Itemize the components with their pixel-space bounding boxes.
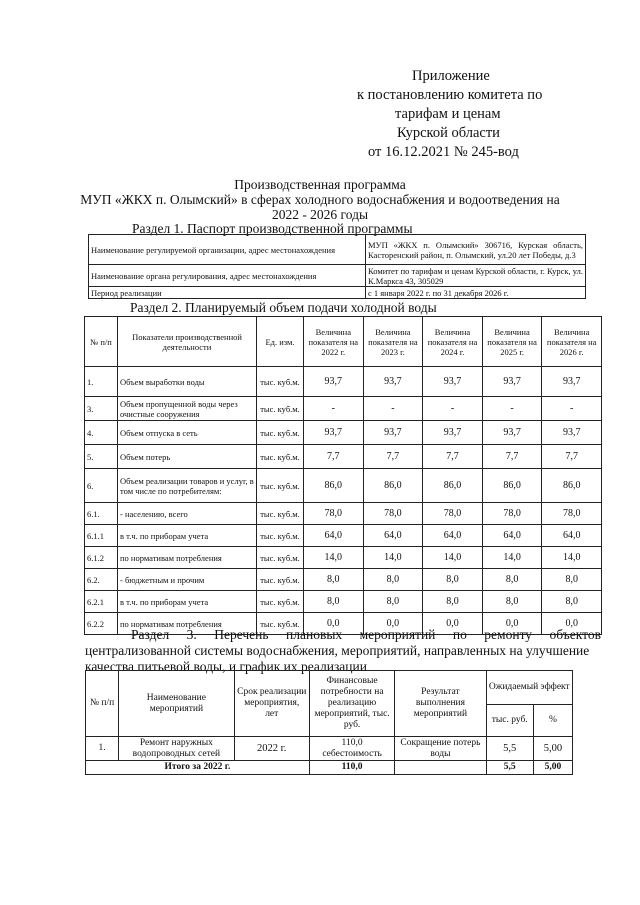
section-1-heading: Раздел 1. Паспорт производственной программы [132, 221, 413, 236]
value-2025: 78,0 [482, 503, 542, 525]
header-2026: Величина показателя на 2026 г. [542, 317, 602, 367]
row-unit: тыс. куб.м. [257, 445, 304, 469]
row-term: 2022 г. [234, 737, 309, 761]
passport-row [89, 287, 586, 299]
row-indicator: по нормативам потребления [118, 547, 257, 569]
header-term: Срок реализации мероприятия, лет [234, 671, 309, 737]
row-number: 6.1.2 [85, 547, 118, 569]
total-effect-rub: 5,5 [486, 761, 533, 775]
passport-value: Комитет по тарифам и ценам Курской области, г. Курск, ул. К.Маркса 43, 305029 [366, 265, 586, 287]
value-2023: 93,7 [363, 421, 423, 445]
table-row [85, 367, 602, 397]
passport-table [88, 234, 586, 299]
header-result: Результат выполнения мероприятий [395, 671, 486, 737]
value-2024: 93,7 [423, 421, 483, 445]
value-2026: 93,7 [542, 421, 602, 445]
section-2-heading: Раздел 2. Планируемый объем подачи холодной воды [130, 300, 437, 315]
section-3-heading-line-1: Раздел 3. Перечень плановых мероприятий по ремонту объектов [131, 627, 601, 642]
header-effect: Ожидаемый эффект [486, 671, 572, 705]
total-label: Итого за 2022 г. [86, 761, 310, 775]
row-finance: 110,0 себестоимость [309, 737, 394, 761]
table-row [86, 737, 573, 761]
value-2026: - [542, 397, 602, 421]
value-2022: 93,7 [304, 367, 364, 397]
table-row [85, 445, 602, 469]
row-measure-name: Ремонт наружных водопроводных сетей [119, 737, 234, 761]
value-2025: 93,7 [482, 421, 542, 445]
value-2022: 86,0 [304, 469, 364, 503]
value-2022: 7,7 [304, 445, 364, 469]
passport-label: Период реализации [89, 287, 366, 299]
row-result: Сокращение потерь воды [395, 737, 486, 761]
row-indicator: в т.ч. по приборам учета [118, 591, 257, 613]
value-2022: 14,0 [304, 547, 364, 569]
appendix-line-2: к постановлению комитета по [357, 87, 543, 103]
value-2026: 64,0 [542, 525, 602, 547]
header-no: № п/п [85, 317, 118, 367]
value-2025: 8,0 [482, 569, 542, 591]
program-subtitle: МУП «ЖКХ п. Олымский» в сферах холодного водоснабжения и водоотведения на [80, 192, 560, 207]
value-2022: 78,0 [304, 503, 364, 525]
header-2023: Величина показателя на 2023 г. [363, 317, 423, 367]
value-2022: 0,0 [304, 613, 364, 635]
value-2022: - [304, 397, 364, 421]
row-unit: тыс. куб.м. [257, 421, 304, 445]
value-2023: 7,7 [363, 445, 423, 469]
row-indicator: - населению, всего [118, 503, 257, 525]
section-3-heading-line-3: качества питьевой воды, и график их реализации [85, 659, 367, 674]
row-unit: тыс. куб.м. [257, 613, 304, 635]
value-2022: 93,7 [304, 421, 364, 445]
row-number: 6.1.1 [85, 525, 118, 547]
value-2024: - [423, 397, 483, 421]
table-header-row [86, 671, 573, 705]
value-2023: 78,0 [363, 503, 423, 525]
value-2024: 8,0 [423, 569, 483, 591]
value-2026: 8,0 [542, 569, 602, 591]
header-measure-name: Наименование мероприятий [119, 671, 234, 737]
section-3-heading [85, 627, 601, 675]
row-unit: тыс. куб.м. [257, 469, 304, 503]
passport-value: с 1 января 2022 г. по 31 декабря 2026 г. [366, 287, 586, 299]
row-number: 3. [85, 397, 118, 421]
row-indicator: по нормативам потребления [118, 613, 257, 635]
value-2025: 7,7 [482, 445, 542, 469]
value-2026: 0,0 [542, 613, 602, 635]
row-unit: тыс. куб.м. [257, 547, 304, 569]
value-2026: 78,0 [542, 503, 602, 525]
value-2023: 0,0 [363, 613, 423, 635]
table-row [85, 397, 602, 421]
program-title: Производственная программа [234, 177, 406, 192]
row-indicator: Объем потерь [118, 445, 257, 469]
table-row [85, 591, 602, 613]
row-indicator: Объем отпуска в сеть [118, 421, 257, 445]
value-2023: 14,0 [363, 547, 423, 569]
header-2025: Величина показателя на 2025 г. [482, 317, 542, 367]
value-2026: 7,7 [542, 445, 602, 469]
row-number: 6. [85, 469, 118, 503]
value-2024: 93,7 [423, 367, 483, 397]
value-2025: 8,0 [482, 591, 542, 613]
row-number: 6.2. [85, 569, 118, 591]
row-number: 4. [85, 421, 118, 445]
row-number: 6.2.2 [85, 613, 118, 635]
value-2023: 8,0 [363, 569, 423, 591]
total-finance: 110,0 [309, 761, 394, 775]
value-2025: - [482, 397, 542, 421]
row-indicator: Объем выработки воды [118, 367, 257, 397]
row-unit: тыс. куб.м. [257, 397, 304, 421]
value-2026: 8,0 [542, 591, 602, 613]
row-unit: тыс. куб.м. [257, 569, 304, 591]
header-effect-rub: тыс. руб. [486, 705, 533, 737]
passport-label: Наименование регулируемой организации, адрес местонахождения [89, 235, 366, 265]
header-effect-pct: % [533, 705, 572, 737]
total-effect-pct: 5,00 [533, 761, 572, 775]
measures-table [85, 670, 573, 775]
section-3-heading-line-2: централизованной системы водоснабжения, мероприятий, направленных на улучшение [85, 643, 590, 658]
value-2025: 0,0 [482, 613, 542, 635]
appendix-line-4: Курской области [397, 125, 500, 141]
header-no: № п/п [86, 671, 119, 737]
row-indicator: Объем пропущенной воды через очистные сооружения [118, 397, 257, 421]
value-2024: 14,0 [423, 547, 483, 569]
program-years: 2022 - 2026 годы [271, 207, 369, 222]
value-2022: 8,0 [304, 569, 364, 591]
row-unit: тыс. куб.м. [257, 367, 304, 397]
header-unit: Ед. изм. [257, 317, 304, 367]
value-2026: 14,0 [542, 547, 602, 569]
row-unit: тыс. куб.м. [257, 503, 304, 525]
value-2022: 8,0 [304, 591, 364, 613]
value-2025: 93,7 [482, 367, 542, 397]
value-2023: 86,0 [363, 469, 423, 503]
value-2026: 86,0 [542, 469, 602, 503]
value-2023: 8,0 [363, 591, 423, 613]
header-2022: Величина показателя на 2022 г. [304, 317, 364, 367]
table-row [85, 469, 602, 503]
row-unit: тыс. куб.м. [257, 525, 304, 547]
value-2024: 86,0 [423, 469, 483, 503]
passport-row [89, 235, 586, 265]
value-2024: 0,0 [423, 613, 483, 635]
value-2025: 64,0 [482, 525, 542, 547]
value-2026: 93,7 [542, 367, 602, 397]
value-2024: 7,7 [423, 445, 483, 469]
value-2022: 64,0 [304, 525, 364, 547]
header-indicator: Показатели производственной деятельности [118, 317, 257, 367]
row-number: 6.2.1 [85, 591, 118, 613]
table-row [85, 547, 602, 569]
row-unit: тыс. куб.м. [257, 591, 304, 613]
header-2024: Величина показателя на 2024 г. [423, 317, 483, 367]
value-2023: 93,7 [363, 367, 423, 397]
value-2023: - [363, 397, 423, 421]
value-2025: 14,0 [482, 547, 542, 569]
value-2024: 64,0 [423, 525, 483, 547]
row-indicator: - бюджетным и прочим [118, 569, 257, 591]
passport-value: МУП «ЖКХ п. Олымский» 306716, Курская область, Касторенский район, п. Олымский, ул.20 лет Победы, д.3 [366, 235, 586, 265]
table-row [85, 503, 602, 525]
passport-row [89, 265, 586, 287]
table-row [85, 421, 602, 445]
value-2025: 86,0 [482, 469, 542, 503]
appendix-line-1: Приложение [412, 68, 490, 84]
value-2023: 64,0 [363, 525, 423, 547]
appendix-line-3: тарифам и ценам [395, 106, 501, 122]
water-volume-table [84, 316, 602, 635]
row-number: 5. [85, 445, 118, 469]
table-header-row [85, 317, 602, 367]
total-row [86, 761, 573, 775]
table-row [85, 569, 602, 591]
header-finance: Финансовые потребности на реализацию мероприятий, тыс. руб. [309, 671, 394, 737]
row-indicator: в т.ч. по приборам учета [118, 525, 257, 547]
appendix-line-5: от 16.12.2021 № 245-вод [368, 144, 519, 160]
row-number: 6.1. [85, 503, 118, 525]
row-number: 1. [86, 737, 119, 761]
row-indicator: Объем реализации товаров и услуг, в том числе по потребителям: [118, 469, 257, 503]
row-effect-pct: 5,00 [533, 737, 572, 761]
row-number: 1. [85, 367, 118, 397]
row-effect-rub: 5,5 [486, 737, 533, 761]
table-row [85, 525, 602, 547]
value-2024: 78,0 [423, 503, 483, 525]
value-2024: 8,0 [423, 591, 483, 613]
passport-label: Наименование органа регулирования, адрес местонахождения [89, 265, 366, 287]
total-result-empty [395, 761, 486, 775]
